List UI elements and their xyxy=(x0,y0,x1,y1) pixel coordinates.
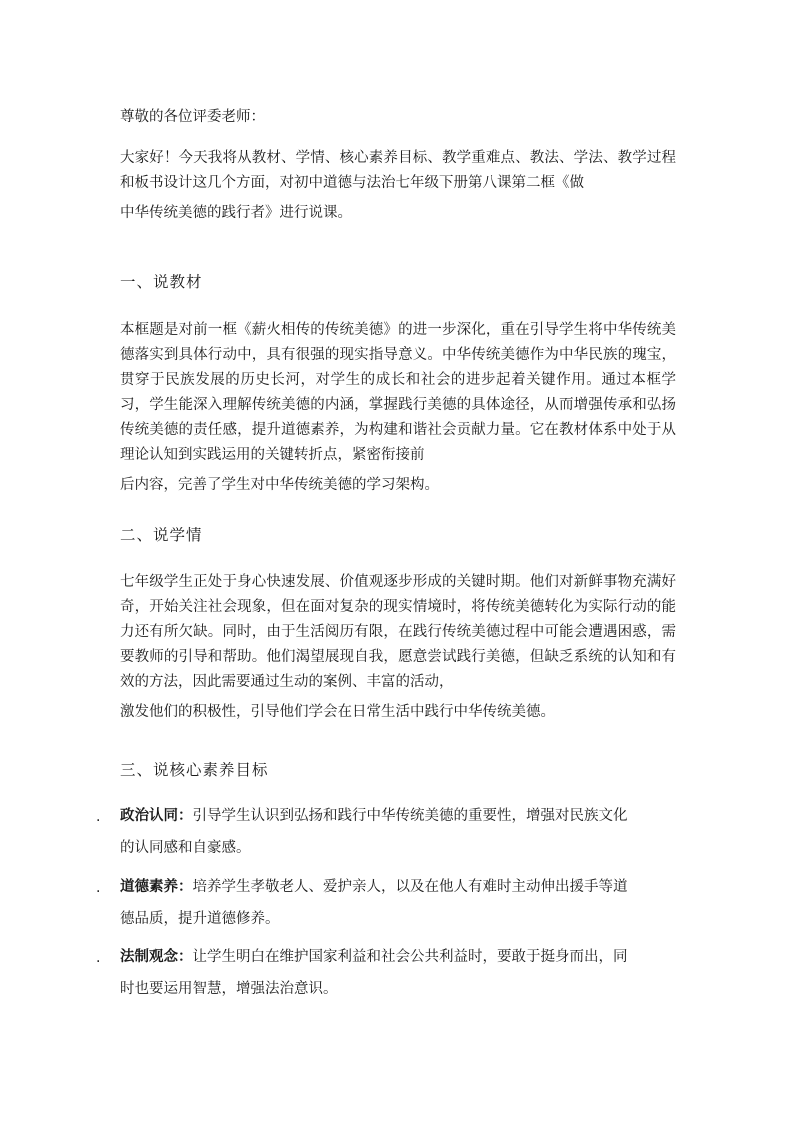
textbook-text-end: 后内容，完善了学生对中华传统美德的学习架构。 xyxy=(120,477,439,493)
goal-description: 引导学生认识到弘扬和践行中华传统美德的重要性，增强对民族文化 xyxy=(192,808,628,824)
students-text-end: 激发他们的积极性，引导他们学会在日常生活中践行中华传统美德。 xyxy=(120,704,555,720)
section-heading-students: 二、说学情 xyxy=(120,526,203,544)
section-heading-goals: 三、说核心素养目标 xyxy=(120,761,269,779)
goal-label: 道德素养： xyxy=(120,879,193,895)
goal-label: 政治认同： xyxy=(120,808,193,824)
intro-text-end: 中华传统美德的践行者》进行说课。 xyxy=(120,205,352,221)
textbook-text: 本框题是对前一框《薪火相传的传统美德》的进一步深化，重在引导学生将中华传统美德落实到具体行动中，具有很强的现实指导意义。中华传统美德作为中华民族的瑰宝，贯穿于民族发展的历史长河，对学生的成长和社会的进步起着关键作用。通过本框学习，学生能深入理解传统美德的内涵，掌握践行美德的具体途径，从而增强传承和弘扬传统美德的责任感，提升道德素养，为构建和谐社会贡献力量。它在教材体系中处于从理论认知到实践运用的关键转折点，紧密衔接前 xyxy=(120,322,676,463)
goal-text xyxy=(120,803,676,861)
textbook-paragraph xyxy=(120,318,676,498)
intro-paragraph xyxy=(120,146,676,226)
section-heading-textbook: 一、说教材 xyxy=(120,273,203,291)
greeting: 尊敬的各位评委老师： xyxy=(120,109,265,125)
goal-description-end: 时也要运用智慧，增强法治意识。 xyxy=(120,981,338,997)
goal-text xyxy=(120,944,676,1002)
bullet-marker: . xyxy=(96,950,101,966)
goal-description: 培养学生孝敬老人、爱护亲人，以及在他人有难时主动伸出援手等道 xyxy=(192,879,628,895)
goal-label: 法制观念： xyxy=(120,949,193,965)
intro-text: 大家好！今天我将从教材、学情、核心素养目标、教学重难点、教法、学法、教学过程和板书设计这几个方面，对初中道德与法治七年级下册第八课第二框《做 xyxy=(120,150,676,191)
bullet-marker: . xyxy=(96,880,101,896)
students-paragraph xyxy=(120,570,676,725)
goal-description-end: 德品质，提升道德修养。 xyxy=(120,911,280,927)
goal-description: 让学生明白在维护国家利益和社会公共利益时，要敢于挺身而出，同 xyxy=(192,949,628,965)
bullet-marker: . xyxy=(96,809,101,825)
students-text: 七年级学生正处于身心快速发展、价值观逐步形成的关键时期。他们对新鲜事物充满好奇，开始关注社会现象，但在面对复杂的现实情境时，将传统美德转化为实际行动的能力还有所欠缺。同时，由于生活阅历有限，在践行传统美德过程中可能会遭遇困惑，需要教师的引导和帮助。他们渴望展现自我，愿意尝试践行美德，但缺乏系统的认知和有效的方法，因此需要通过生动的案例、丰富的活动， xyxy=(120,574,676,690)
goal-description-end: 的认同感和自豪感。 xyxy=(120,840,251,856)
goal-text xyxy=(120,874,676,932)
